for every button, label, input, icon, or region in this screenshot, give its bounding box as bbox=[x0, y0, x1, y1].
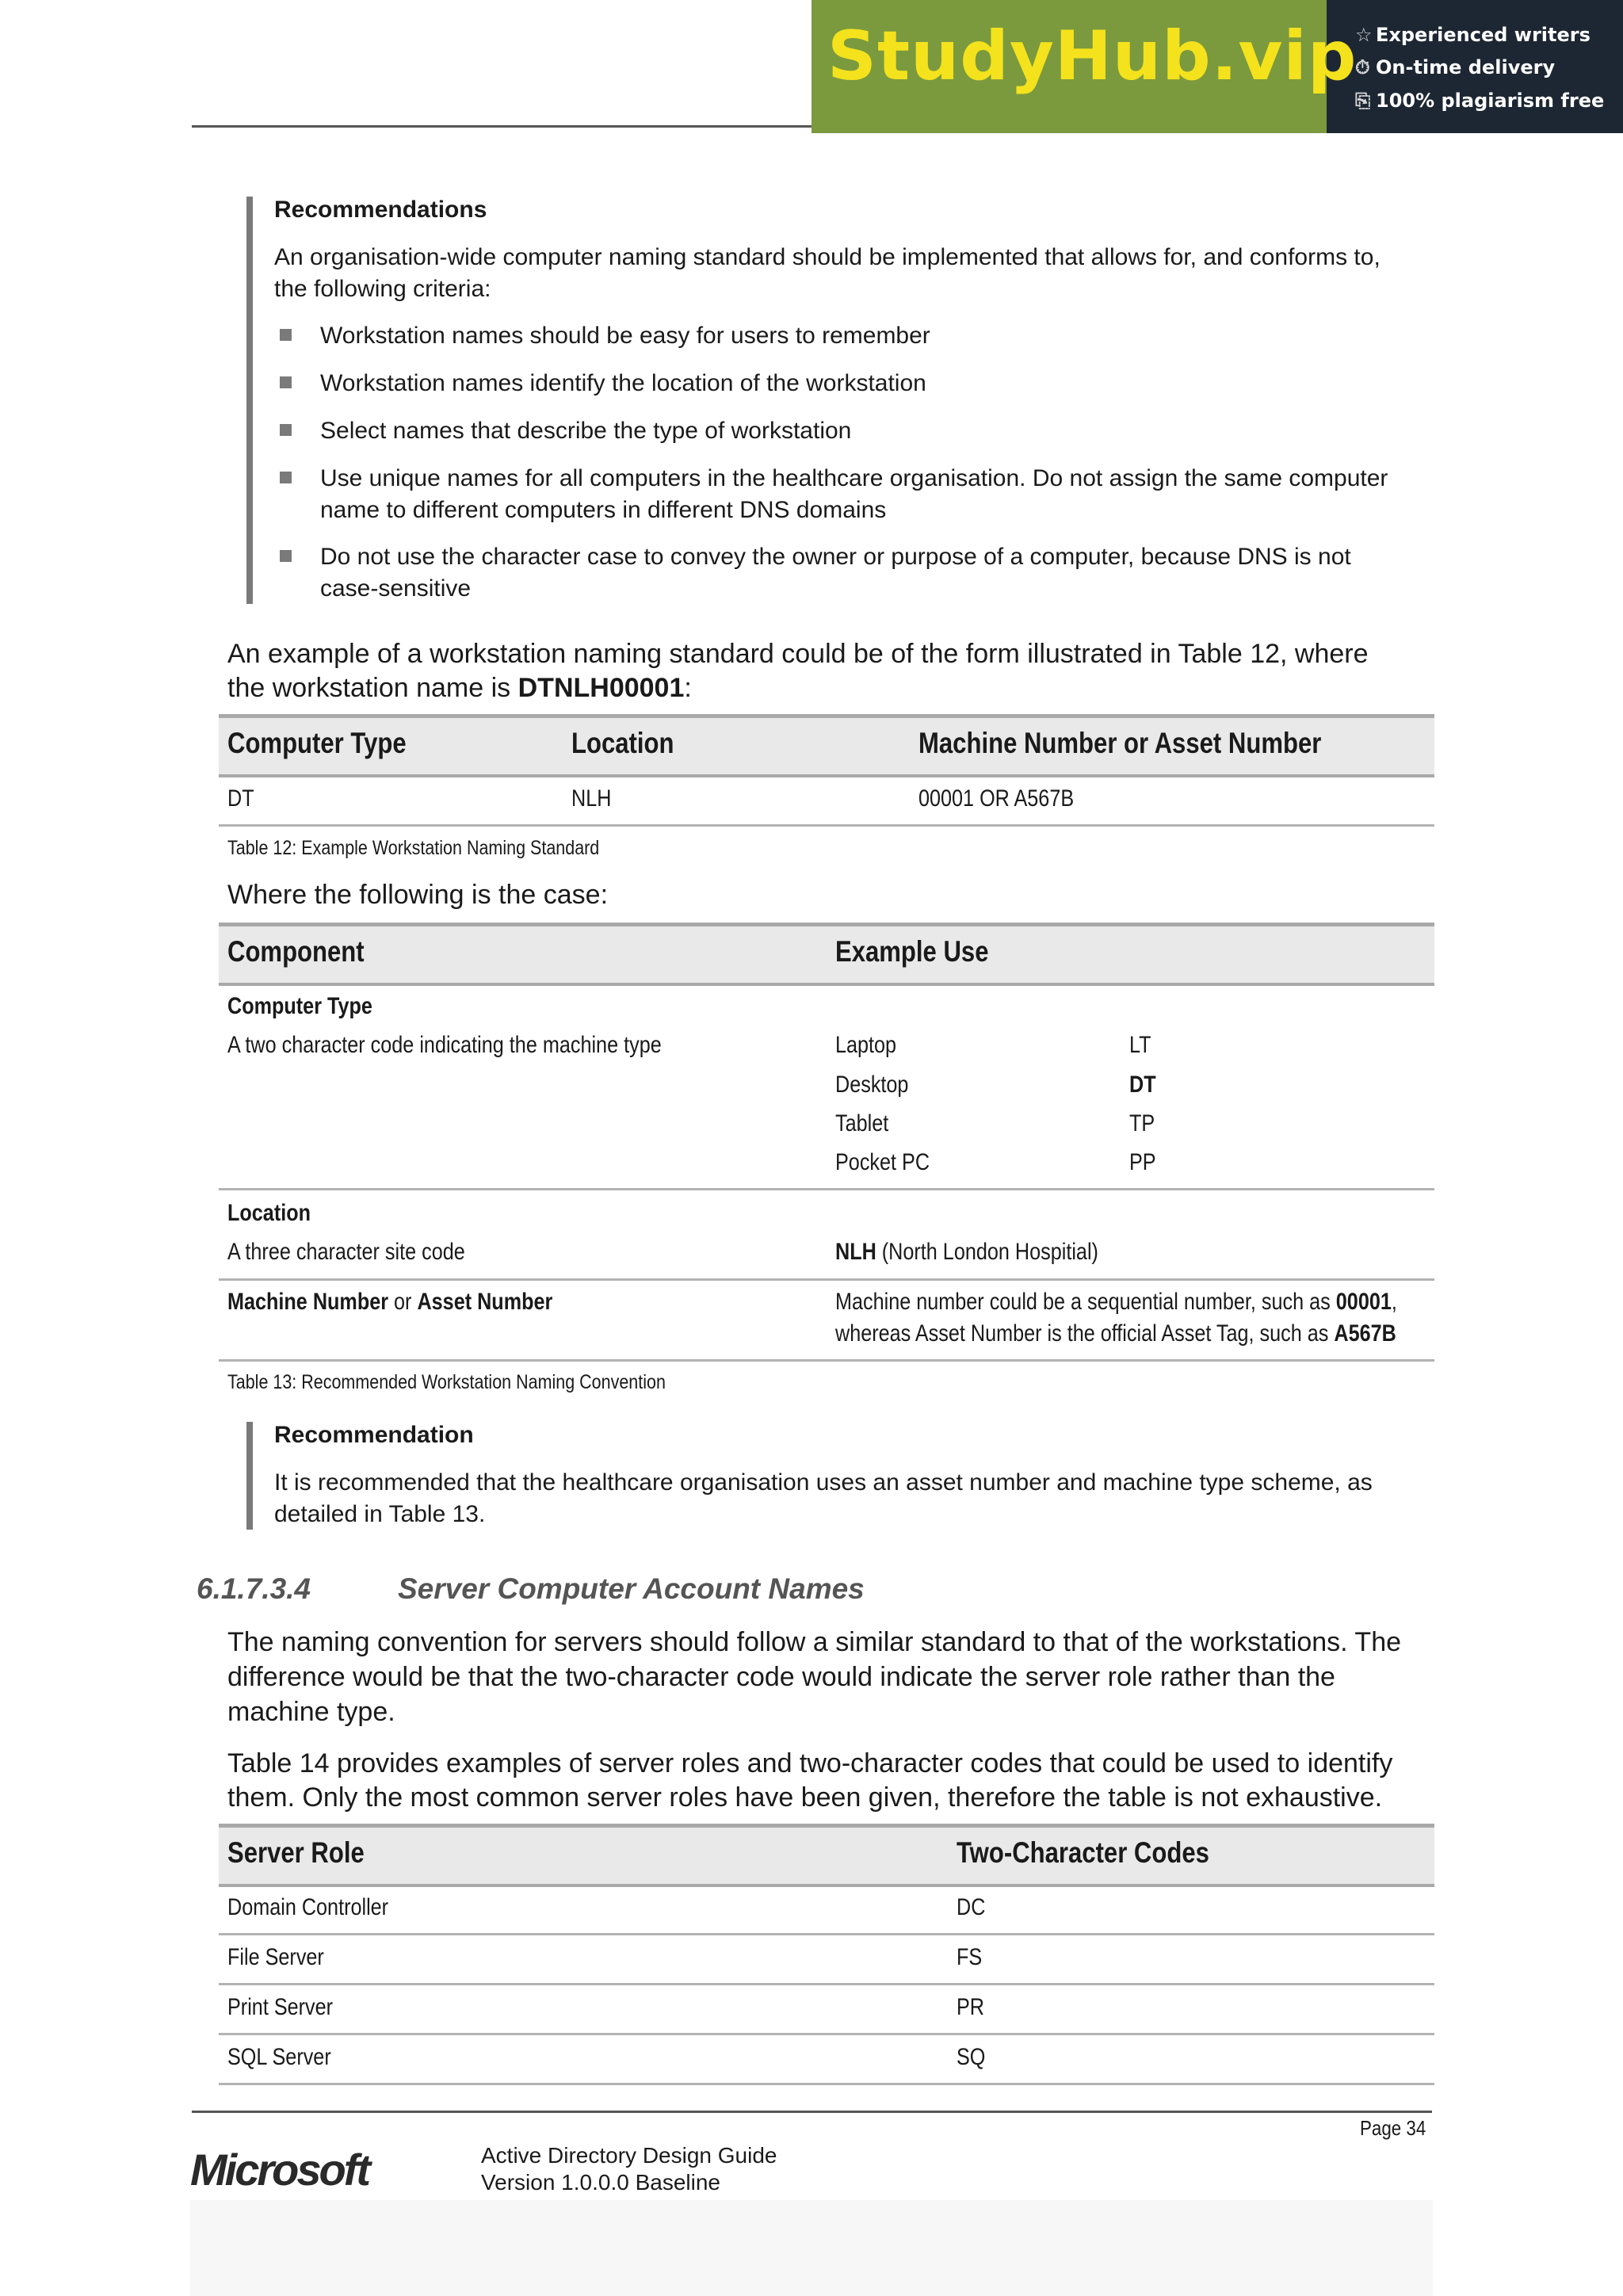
bullet-item: Workstation names identify the location of the workstation bbox=[320, 370, 926, 396]
clock-icon: ⏱ bbox=[1355, 56, 1370, 78]
table14-code: PR bbox=[957, 1994, 985, 2020]
bullet-item: Workstation names should be easy for users to remember bbox=[320, 323, 930, 349]
table14-role: Print Server bbox=[227, 1994, 334, 2020]
table13-machine-example-line: Machine number could be a sequential number, such as 00001, bbox=[835, 1289, 1397, 1315]
table14-row-rule bbox=[219, 1983, 1434, 1985]
paragraph: difference would be that the two-character code would indicate the server role rather than the bbox=[227, 1662, 1335, 1692]
callout-title: Recommendations bbox=[274, 197, 487, 223]
section-number: 6.1.7.3.4 bbox=[197, 1572, 311, 1605]
paragraph: the workstation name is DTNLH00001: bbox=[227, 673, 692, 703]
table12-header-location: Location bbox=[571, 727, 674, 759]
table13-machine-example-line: whereas Asset Number is the official Asset Tag, such as A567B bbox=[835, 1320, 1396, 1347]
callout-intro-line: the following criteria: bbox=[274, 276, 491, 302]
table13-row-rule bbox=[219, 1278, 1434, 1281]
table13-location-example: NLH (North London Hospitial) bbox=[835, 1239, 1098, 1265]
table13-component-label: Computer Type bbox=[227, 993, 372, 1019]
bullet-square-icon bbox=[280, 472, 292, 483]
table14-code: SQ bbox=[957, 2044, 986, 2070]
table13-component-label: Location bbox=[227, 1200, 311, 1226]
table14-header-codes: Two-Character Codes bbox=[957, 1836, 1209, 1869]
table13-component-desc: A two character code indicating the machine type bbox=[227, 1032, 662, 1058]
callout-intro-line: An organisation-wide computer naming standard should be implemented that allows for, and conforms to, bbox=[274, 244, 1381, 270]
bullet-square-icon bbox=[280, 376, 292, 388]
footer-rule bbox=[192, 2111, 1432, 2113]
table12-cell: DT bbox=[227, 785, 254, 812]
table12-caption: Table 12: Example Workstation Naming Standard bbox=[227, 837, 600, 859]
table14-row-rule bbox=[219, 2033, 1434, 2035]
table14-role: Domain Controller bbox=[227, 1894, 389, 1920]
table14-code: DC bbox=[957, 1894, 986, 1920]
table14-header-server-role: Server Role bbox=[227, 1836, 365, 1869]
paragraph: The naming convention for servers should follow a similar standard to that of the workstations. The bbox=[227, 1627, 1402, 1657]
table13-caption: Table 13: Recommended Workstation Naming Convention bbox=[227, 1371, 666, 1393]
bullet-item: Do not use the character case to convey the owner or purpose of a computer, because DNS is not bbox=[320, 544, 1351, 570]
table14-row-rule bbox=[219, 2083, 1434, 2085]
workstation-name-example: DTNLH00001 bbox=[517, 673, 685, 703]
ad-brand-logo[interactable]: StudyHub.vip bbox=[827, 17, 1358, 96]
table13-row-rule bbox=[219, 1188, 1434, 1190]
table13-example-code: LT bbox=[1129, 1032, 1151, 1058]
table14-role: SQL Server bbox=[227, 2044, 331, 2070]
table13-example-name: Desktop bbox=[835, 1072, 909, 1098]
table13-example-code: DT bbox=[1129, 1072, 1156, 1098]
callout-bar bbox=[246, 1422, 253, 1530]
microsoft-logo: Microsoft bbox=[190, 2145, 369, 2195]
table13-example-code: PP bbox=[1129, 1149, 1156, 1175]
table12-header-computer-type: Computer Type bbox=[227, 727, 407, 759]
paragraph: machine type. bbox=[227, 1697, 395, 1727]
bullet-square-icon bbox=[280, 550, 292, 562]
table13-example-name: Pocket PC bbox=[835, 1149, 930, 1175]
copy-icon: ⎘ bbox=[1355, 90, 1371, 112]
section-title: Server Computer Account Names bbox=[398, 1572, 865, 1605]
table13-header-example-use: Example Use bbox=[835, 935, 989, 968]
page-number: Page 34 bbox=[1360, 2116, 1426, 2140]
perk-on-time-delivery: ⏱ On-time delivery bbox=[1355, 56, 1556, 78]
footer-doc-title: Active Directory Design Guide bbox=[481, 2143, 777, 2168]
bullet-item: Use unique names for all computers in the healthcare organisation. Do not assign the same computer bbox=[320, 465, 1388, 491]
bullet-item: Select names that describe the type of workstation bbox=[320, 418, 852, 444]
paragraph: An example of a workstation naming standard could be of the form illustrated in Table 12, where bbox=[227, 639, 1369, 669]
bullet-item-continued: case-sensitive bbox=[320, 575, 472, 602]
table14-role: File Server bbox=[227, 1944, 324, 1970]
callout-title: Recommendation bbox=[274, 1422, 474, 1448]
table13-example-code: TP bbox=[1129, 1110, 1155, 1137]
bullet-item-continued: name to different computers in different DNS domains bbox=[320, 497, 887, 523]
table13-component-label: Machine Number or Asset Number bbox=[227, 1289, 553, 1315]
callout-bar bbox=[246, 197, 253, 604]
paragraph: Where the following is the case: bbox=[227, 880, 609, 910]
callout-text-line: detailed in Table 13. bbox=[274, 1501, 486, 1527]
header-rule bbox=[192, 125, 814, 128]
table12-cell: 00001 OR A567B bbox=[918, 785, 1075, 812]
callout-text-line: It is recommended that the healthcare organisation uses an asset number and machine type scheme, as bbox=[274, 1469, 1373, 1496]
table12-header-machine-number: Machine Number or Asset Number bbox=[918, 727, 1322, 759]
table12-row-rule bbox=[219, 824, 1434, 827]
star-icon: ☆ bbox=[1355, 24, 1373, 46]
footer-version: Version 1.0.0.0 Baseline bbox=[481, 2170, 720, 2195]
perk-experienced-writers: ☆ Experienced writers bbox=[1355, 24, 1591, 46]
paragraph: Table 14 provides examples of server roles and two-character codes that could be used to identify bbox=[227, 1748, 1393, 1778]
table14-row-rule bbox=[219, 1933, 1434, 1935]
table13-example-name: Tablet bbox=[835, 1110, 889, 1137]
bullet-square-icon bbox=[280, 329, 292, 341]
perk-plagiarism-free: ⎘ 100% plagiarism free bbox=[1355, 90, 1605, 112]
table14-code: FS bbox=[957, 1944, 983, 1970]
paragraph: them. Only the most common server roles have been given, therefore the table is not exhaustive. bbox=[227, 1782, 1383, 1813]
table14-header bbox=[219, 1824, 1434, 1887]
table13-row-rule bbox=[219, 1359, 1434, 1362]
table13-component-desc: A three character site code bbox=[227, 1239, 465, 1265]
footer-background bbox=[190, 2200, 1433, 2296]
table13-example-name: Laptop bbox=[835, 1032, 897, 1058]
bullet-square-icon bbox=[280, 424, 292, 436]
table12-cell: NLH bbox=[571, 785, 612, 812]
table13-header bbox=[219, 923, 1434, 986]
table13-header-component: Component bbox=[227, 935, 365, 968]
